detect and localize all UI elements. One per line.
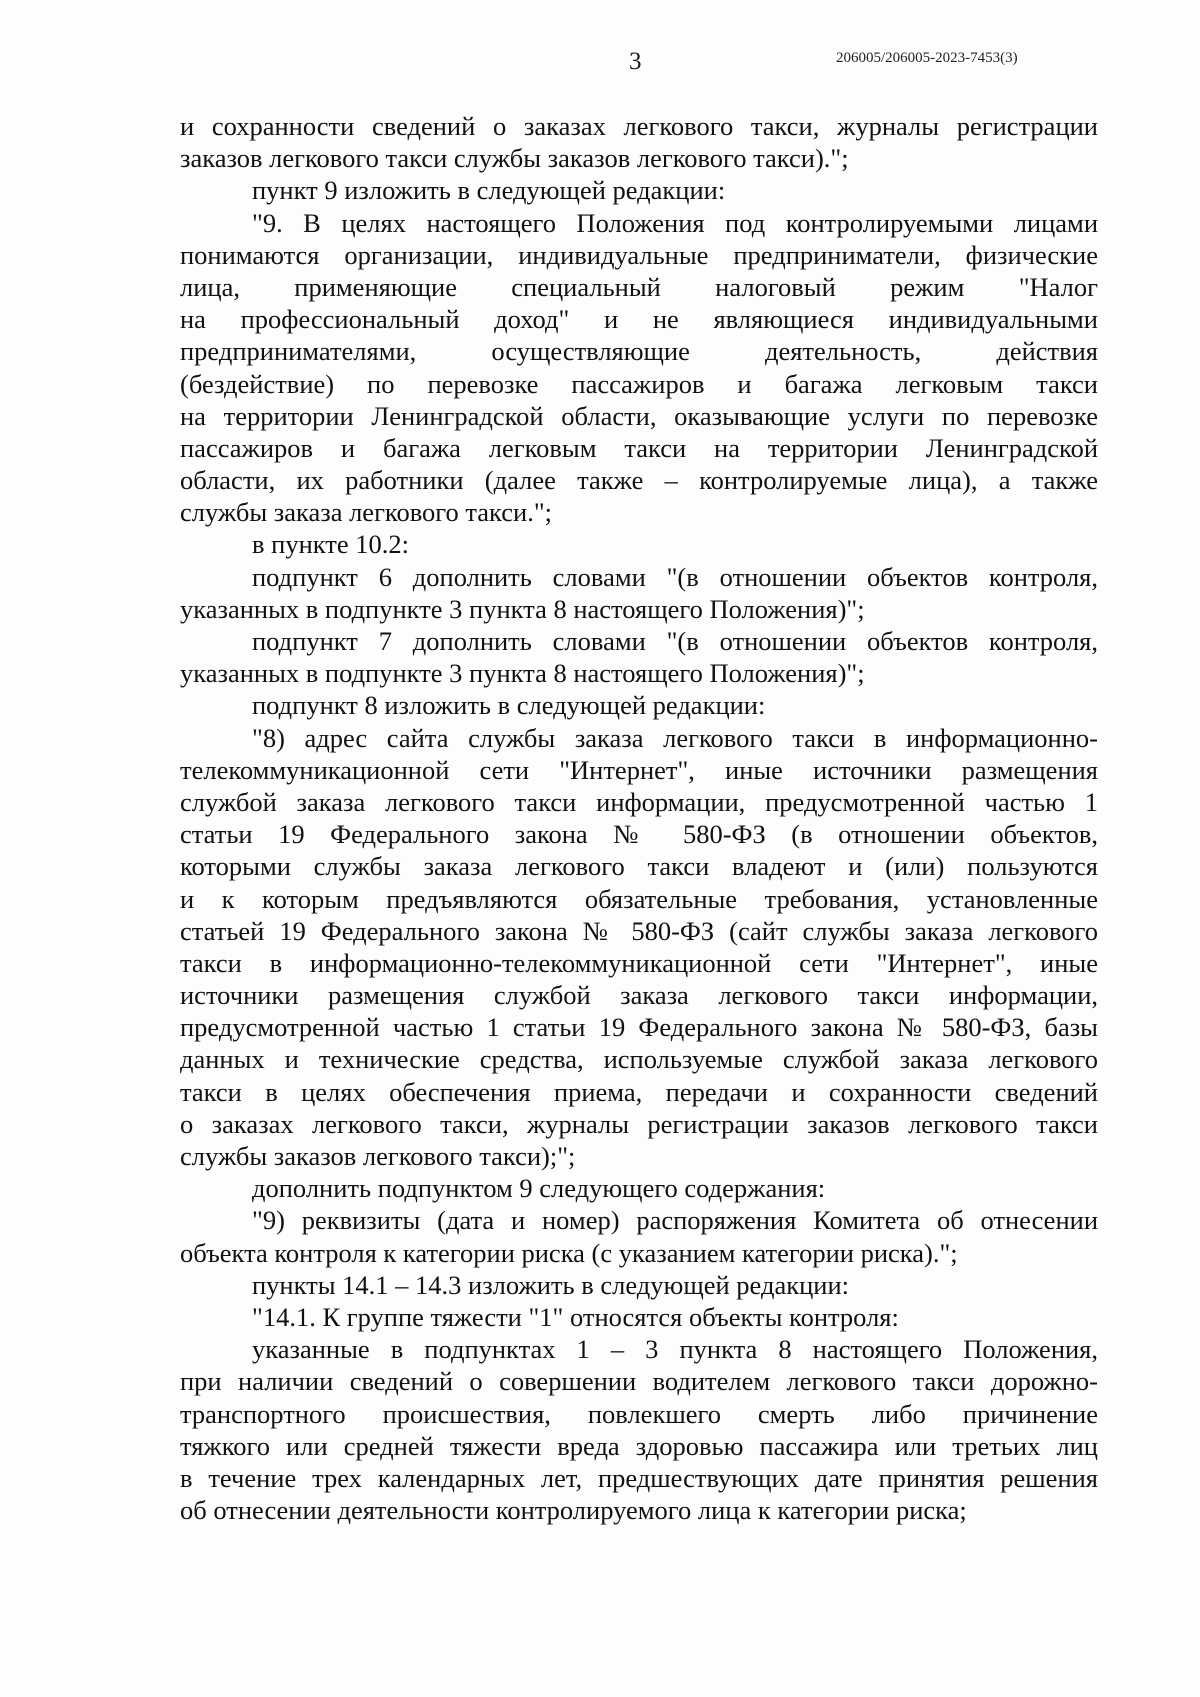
text-line: статьей 19 Федерального закона № 580-ФЗ (сайт службы заказа легкового	[180, 915, 1098, 946]
page-number: 3	[629, 48, 642, 75]
text-line: "8) адрес сайта службы заказа легкового такси в информационно-	[252, 722, 1098, 753]
text-line: такси в информационно-телекоммуникационной сети "Интернет", иные	[180, 947, 1098, 978]
text-line: "9) реквизиты (дата и номер) распоряжения Комитета об отнесении	[252, 1205, 1098, 1236]
text-line: дополнить подпунктом 9 следующего содержания:	[252, 1173, 826, 1204]
text-line: предпринимателями, осуществляющие деятельность, действия	[180, 336, 1098, 367]
text-line: на территории Ленинградской области, оказывающие услуги по перевозке	[180, 400, 1098, 431]
text-line: и к которым предъявляются обязательные требования, установленные	[180, 883, 1098, 914]
text-line: в пункте 10.2:	[252, 529, 409, 560]
text-line: телекоммуникационной сети "Интернет", иные источники размещения	[180, 754, 1098, 785]
text-line: объекта контроля к категории риска (с указанием категории риска).";	[180, 1237, 958, 1268]
text-line: пункт 9 изложить в следующей редакции:	[252, 175, 726, 206]
text-line: понимаются организации, индивидуальные предприниматели, физические	[180, 239, 1098, 270]
text-line: службой заказа легкового такси информации, предусмотренной частью 1	[180, 786, 1098, 817]
text-line: области, их работники (далее также – контролируемые лица), а также	[180, 465, 1098, 496]
text-line: транспортного происшествия, повлекшего смерть либо причинение	[180, 1398, 1098, 1429]
text-line: указанные в подпунктах 1 – 3 пункта 8 настоящего Положения,	[252, 1334, 1098, 1365]
text-line: данных и технические средства, используемые службой заказа легкового	[180, 1044, 1098, 1075]
text-line: пункты 14.1 – 14.3 изложить в следующей редакции:	[252, 1269, 850, 1300]
text-line: о заказах легкового такси, журналы регистрации заказов легкового такси	[180, 1108, 1098, 1139]
text-line: об отнесении деятельности контролируемого лица к категории риска;	[180, 1495, 967, 1526]
text-line: службы заказов легкового такси);";	[180, 1141, 576, 1171]
text-line: указанных в подпункте 3 пункта 8 настоящего Положения)";	[180, 593, 865, 624]
text-line: предусмотренной частью 1 статьи 19 Федерального закона № 580-ФЗ, базы	[180, 1012, 1098, 1043]
text-line: "14.1. К группе тяжести "1" относятся объекты контроля:	[252, 1301, 899, 1332]
document-body	[180, 110, 1098, 1526]
text-line: подпункт 8 изложить в следующей редакции:	[252, 690, 766, 721]
text-line: подпункт 6 дополнить словами "(в отношении объектов контроля,	[252, 561, 1098, 592]
text-line: подпункт 7 дополнить словами "(в отношении объектов контроля,	[252, 626, 1098, 656]
text-line: и сохранности сведений о заказах легкового такси, журналы регистрации	[180, 111, 1098, 141]
text-line: пассажиров и багажа легковым такси на территории Ленинградской	[180, 432, 1098, 463]
text-line: такси в целях обеспечения приема, передачи и сохранности сведений	[180, 1076, 1098, 1107]
text-line: указанных в подпункте 3 пункта 8 настоящего Положения)";	[180, 658, 865, 689]
text-line: которыми службы заказа легкового такси владеют и (или) пользуются	[180, 851, 1098, 882]
text-line: статьи 19 Федерального закона № 580-ФЗ (в отношении объектов,	[180, 819, 1098, 850]
text-line: при наличии сведений о совершении водителем легкового такси дорожно-	[180, 1366, 1098, 1397]
text-line: источники размещения службой заказа легкового такси информации,	[180, 980, 1098, 1011]
document-id: 206005/206005-2023-7453(3)	[836, 50, 1018, 66]
text-line: "9. В целях настоящего Положения под контролируемыми лицами	[252, 207, 1098, 238]
text-line: тяжкого или средней тяжести вреда здоровью пассажира или третьих лиц	[180, 1430, 1098, 1461]
text-line: службы заказа легкового такси.";	[180, 497, 553, 528]
text-line: в течение трех календарных лет, предшествующих дате принятия решения	[180, 1462, 1098, 1493]
text-line: лица, применяющие специальный налоговый режим "Налог	[180, 271, 1098, 302]
text-line: (бездействие) по перевозке пассажиров и багажа легковым такси	[180, 368, 1098, 399]
text-line: на профессиональный доход" и не являющиеся индивидуальными	[180, 304, 1098, 335]
text-line: заказов легкового такси службы заказов легкового такси).";	[180, 143, 849, 174]
